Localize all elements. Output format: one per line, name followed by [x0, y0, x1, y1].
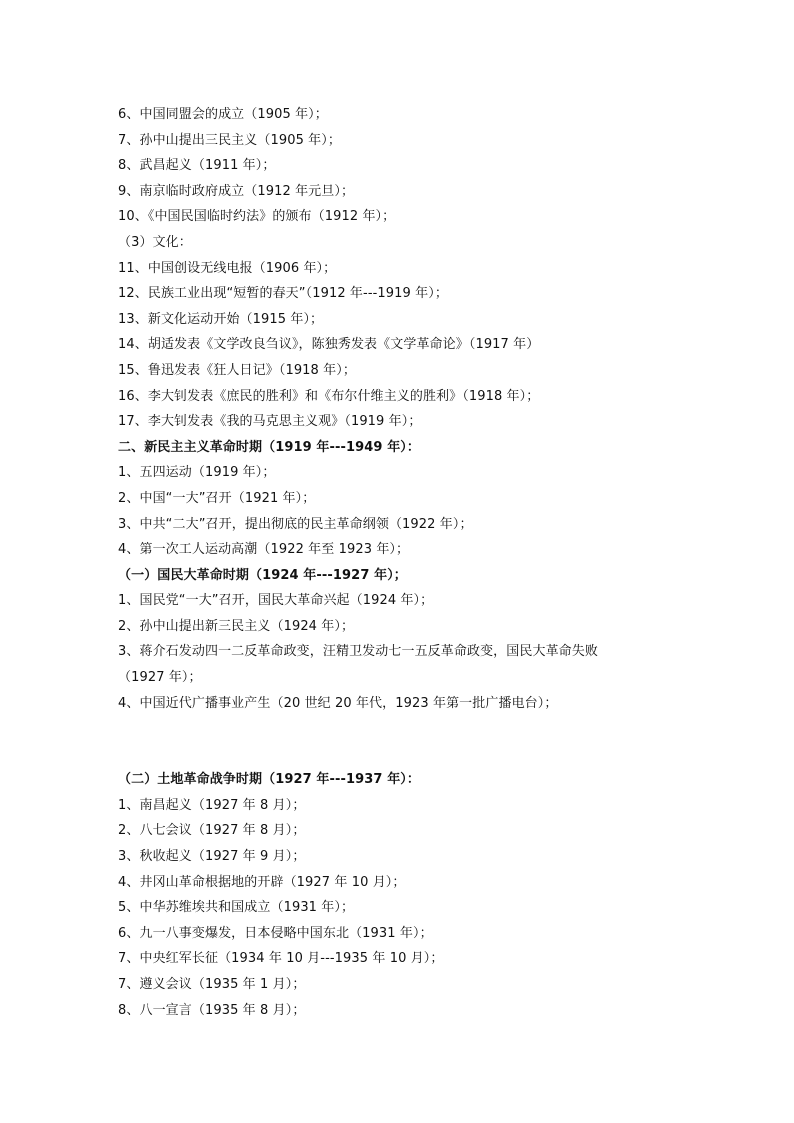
section-heading-land-revolution: （二）土地革命战争时期（1927 年---1937 年）： — [118, 772, 421, 788]
list-item: 4、中国近代广播事业产生（20 世纪 20 年代，1923 年第一批广播电台）； — [118, 695, 558, 711]
list-item: 8、武昌起义（1911 年）； — [118, 158, 276, 174]
list-item: 2、孙中山提出新三民主义（1924 年）； — [118, 618, 355, 634]
list-item: 17、李大钊发表《我的马克思主义观》（1919 年）； — [118, 414, 422, 430]
list-item-line-1: 3、蒋介石发动四一二反革命政变，汪精卫发动七一五反革命政变，国民大革命失败 — [118, 644, 598, 660]
document-body — [118, 102, 718, 1023]
list-item: 12、民族工业出现“短暂的春天”（1912 年---1919 年）； — [118, 286, 448, 302]
section-heading-national-revolution: （一）国民大革命时期（1924 年---1927 年）； — [118, 567, 407, 583]
list-item: 14、胡适发表《文学改良刍议》，陈独秀发表《文学革命论》（1917 年） — [118, 337, 540, 353]
paragraph-gap — [118, 716, 718, 767]
list-item: 4、井冈山革命根据地的开辟（1927 年 10 月）； — [118, 874, 406, 890]
list-item: 10、《中国民国临时约法》的颁布（1912 年）； — [118, 209, 396, 225]
list-item: 7、孙中山提出三民主义（1905 年）； — [118, 132, 341, 148]
list-item: 6、九一八事变爆发，日本侵略中国东北（1931 年）； — [118, 925, 433, 941]
list-item: 5、中华苏维埃共和国成立（1931 年）； — [118, 900, 355, 916]
list-item: 8、八一宣言（1935 年 8 月）； — [118, 1002, 306, 1018]
subsection-label-culture: （3）文化： — [118, 234, 192, 250]
list-item: 1、国民党“一大”召开，国民大革命兴起（1924 年）； — [118, 593, 434, 609]
list-item: 6、中国同盟会的成立（1905 年）； — [118, 107, 328, 122]
list-item: 4、第一次工人运动高潮（1922 年至 1923 年）； — [118, 542, 410, 558]
list-item: 13、新文化运动开始（1915 年）； — [118, 311, 324, 327]
list-item: 2、中国“一大”召开（1921 年）； — [118, 490, 316, 506]
list-item: 1、五四运动（1919 年）； — [118, 465, 276, 481]
list-item: 2、八七会议（1927 年 8 月）； — [118, 823, 306, 839]
list-item: 9、南京临时政府成立（1912 年元旦）； — [118, 183, 355, 199]
list-item: 3、中共“二大”召开，提出彻底的民主革命纲领（1922 年）； — [118, 516, 473, 532]
list-item-line-2: （1927 年）； — [118, 670, 202, 686]
list-item: 11、中国创设无线电报（1906 年）； — [118, 260, 337, 276]
list-item: 1、南昌起义（1927 年 8 月）； — [118, 797, 306, 813]
list-item: 7、遵义会议（1935 年 1 月）； — [118, 977, 306, 992]
list-item: 7、中央红军长征（1934 年 10 月---1935 年 10 月）； — [118, 951, 444, 967]
list-item: 16、李大钊发表《庶民的胜利》和《布尔什维主义的胜利》（1918 年）； — [118, 388, 540, 404]
list-item: 3、秋收起义（1927 年 9 月）； — [118, 849, 306, 865]
list-item: 15、鲁迅发表《狂人日记》（1918 年）； — [118, 362, 356, 378]
section-heading-new-democracy: 二、新民主主义革命时期（1919 年---1949 年）： — [118, 439, 421, 455]
